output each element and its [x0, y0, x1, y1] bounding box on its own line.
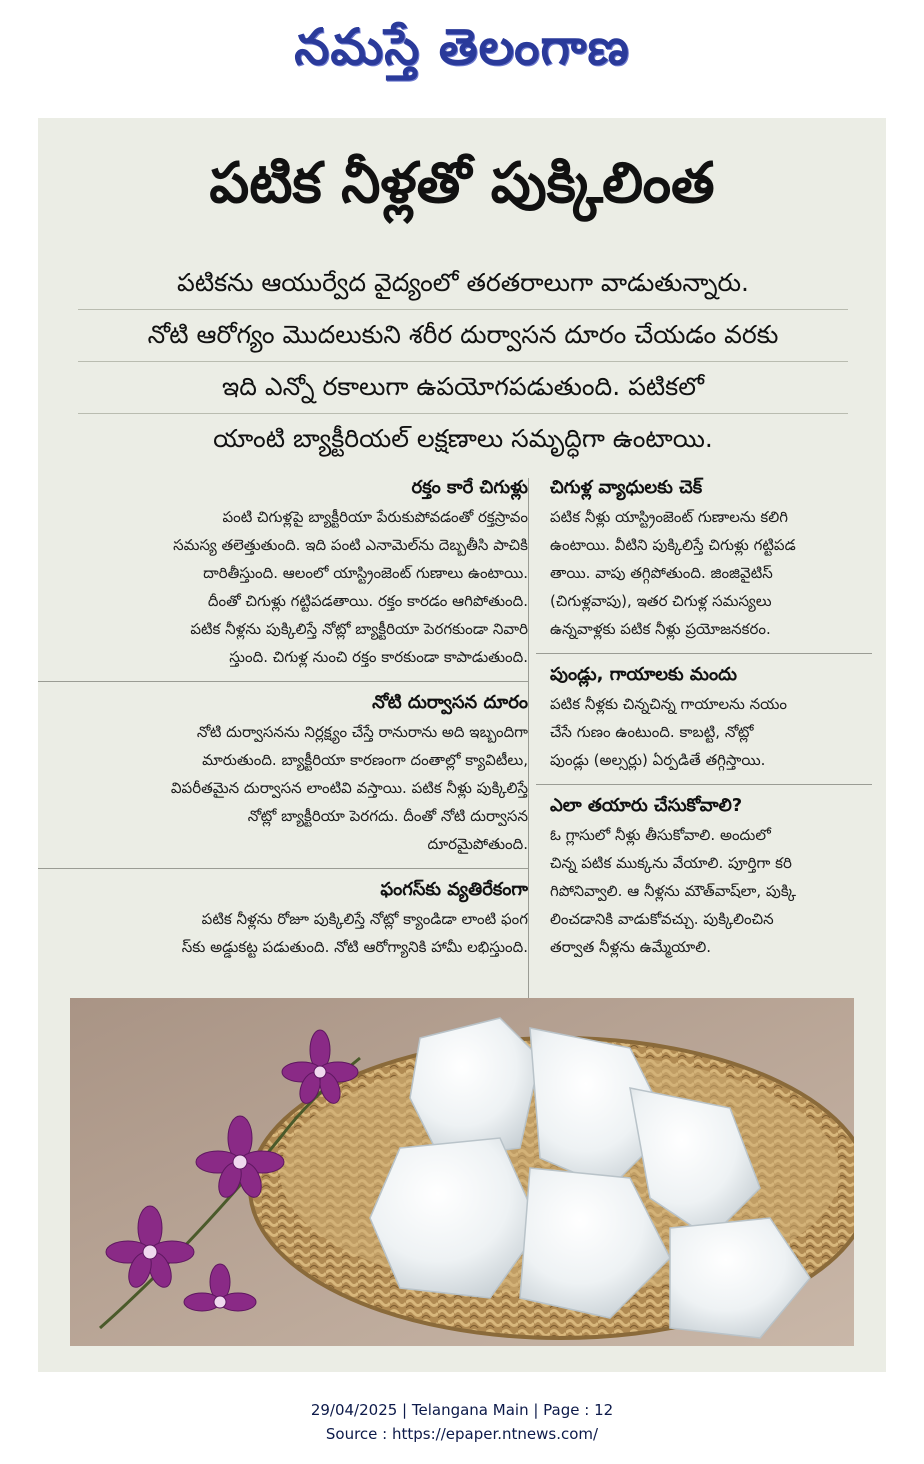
- body-line: చిన్న పటిక ముక్కను వేయాలి. పూర్తిగా కరి: [550, 854, 792, 872]
- column-divider: [528, 478, 529, 998]
- body-line: మారుతుంది. బ్యాక్టీరియా కారణంగా దంతాల్లో క్యావిటీలు,: [202, 751, 528, 769]
- section-divider: [536, 653, 872, 654]
- section-body: [546, 503, 862, 643]
- body-line: సమస్య తలెత్తుతుంది. ఇది పంటి ఎనామెల్‌ను దెబ్బతీసి పాచికి: [173, 536, 528, 554]
- body-line: పటిక నీళ్లను పుక్కిలిస్తే నోట్లో బ్యాక్టీరియా పెరగకుండా నివారి: [190, 620, 528, 638]
- section-body: [68, 905, 528, 961]
- intro-line: నోటి ఆరోగ్యం మొదలుకుని శరీర దుర్వాసన దూరం చేయడం వరకు: [78, 310, 848, 362]
- section-gum-disease: [546, 473, 862, 654]
- section-body: [68, 503, 528, 671]
- body-line: ఓ గ్లాసులో నీళ్లు తీసుకోవాలి. అందులో: [550, 826, 771, 844]
- body-line: పుండ్లు (అల్సర్లు) ఏర్పడితే తగ్గిస్తాయి.: [550, 751, 766, 769]
- body-line: విపరీతమైన దుర్వాసన లాంటివి వస్తాయి. పటిక నీళ్లు పుక్కిలిస్తే: [170, 779, 528, 797]
- section-how-to-prepare: [546, 791, 862, 961]
- body-line: తర్వాత నీళ్లను ఉమ్మేయాలి.: [550, 938, 711, 956]
- page-footer: [0, 1398, 924, 1446]
- edition-info: 29/04/2025 | Telangana Main | Page : 12: [310, 1401, 614, 1419]
- section-divider: [38, 681, 528, 682]
- body-line: దారితీస్తుంది. ఆలంలో యాస్ట్రింజెంట్ గుణాలు ఉంటాయి.: [203, 564, 528, 582]
- section-bleeding-gums: [68, 473, 528, 682]
- body-line: దూరమైపోతుంది.: [427, 835, 528, 853]
- body-line: స్తుంది. చిగుళ్ల నుంచి రక్తం కారకుండా కాపాడుతుంది.: [229, 648, 528, 666]
- section-bad-breath: [68, 688, 528, 869]
- body-line: గిపోనివ్వాలి. ఆ నీళ్లను మౌత్‌వాష్‌లా, పుక్కి: [550, 882, 796, 900]
- section-anti-fungal: [68, 875, 528, 961]
- section-heading: పుండ్లు, గాయాలకు మందు: [550, 664, 738, 685]
- body-line: ఉంటాయి. వీటిని పుక్కిలిస్తే చిగుళ్లు గట్టిపడ: [550, 536, 796, 554]
- newspaper-logo: నమస్తే తెలంగాణ: [294, 18, 630, 76]
- section-body: [68, 718, 528, 858]
- section-heading: చిగుళ్ల వ్యాధులకు చెక్: [550, 477, 703, 498]
- intro-line: పటికను ఆయుర్వేద వైద్యంలో తరతరాలుగా వాడుతున్నారు.: [78, 258, 848, 310]
- section-divider: [38, 868, 528, 869]
- masthead: [0, 0, 924, 100]
- body-line: నోట్లో బ్యాక్టీరియా పెరగదు. దీంతో నోటి దుర్వాసన: [247, 807, 528, 825]
- body-line: తాయి. వాపు తగ్గిపోతుంది. జింజివైటిస్: [550, 564, 773, 582]
- section-heading: ఫంగస్‌కు వ్యతిరేకంగా: [380, 879, 528, 900]
- section-body: [546, 690, 862, 774]
- body-line: ఉన్నవాళ్లకు పటిక నీళ్లు ప్రయోజనకరం.: [550, 620, 771, 638]
- article: [38, 118, 886, 1372]
- alum-basket-photo: [70, 998, 854, 1346]
- body-line: పటిక నీళ్లను రోజూ పుక్కిలిస్తే నోట్లో క్యాండిడా లాంటి ఫంగ: [201, 910, 528, 928]
- intro-line: ఇది ఎన్నో రకాలుగా ఉపయోగపడుతుంది. పటికలో: [78, 362, 848, 414]
- right-column: [546, 473, 862, 961]
- body-line: నోటి దుర్వాసనను నిర్లక్ష్యం చేస్తే రానురాను అది ఇబ్బందిగా: [196, 723, 528, 741]
- body-line: స్‌కు అడ్డుకట్ట పడుతుంది. నోటి ఆరోగ్యానికి హామీ లభిస్తుంది.: [181, 938, 528, 956]
- left-column: [68, 473, 528, 961]
- section-heading: నోటి దుర్వాసన దూరం: [372, 692, 528, 713]
- body-line: పంటి చిగుళ్లపై బ్యాక్టీరియా పేరుకుపోవడంతో రక్తస్రావం: [222, 508, 528, 526]
- body-line: పటిక నీళ్లు యాస్ట్రింజెంట్ గుణాలను కలిగి: [550, 508, 788, 526]
- body-line: చేసే గుణం ఉంటుంది. కాబట్టి, నోట్లో: [550, 723, 754, 741]
- body-line: దీంతో చిగుళ్లు గట్టిపడతాయి. రక్తం కారడం ఆగిపోతుంది.: [207, 592, 528, 610]
- intro-line: యాంటి బ్యాక్టీరియల్ లక్షణాలు సమృద్ధిగా ఉంటాయి.: [213, 424, 713, 453]
- section-heading: రక్తం కారే చిగుళ్లు: [411, 477, 528, 498]
- article-intro: [78, 258, 848, 466]
- section-body: [546, 821, 862, 961]
- section-heading: ఎలా తయారు చేసుకోవాలి?: [550, 795, 743, 816]
- source-link[interactable]: Source : https://epaper.ntnews.com/: [325, 1425, 599, 1443]
- body-line: లించడానికి వాడుకోవచ్చు. పుక్కిలించిన: [550, 910, 774, 928]
- article-headline: పటిక నీళ్లతో పుక్కిలింత: [209, 151, 715, 216]
- body-line: పటిక నీళ్లకు చిన్నచిన్న గాయాలను నయం: [550, 695, 788, 713]
- section-divider: [536, 784, 872, 785]
- section-ulcers-wounds: [546, 660, 862, 785]
- body-line: (చిగుళ్లవాపు), ఇతర చిగుళ్ల సమస్యలు: [550, 592, 772, 610]
